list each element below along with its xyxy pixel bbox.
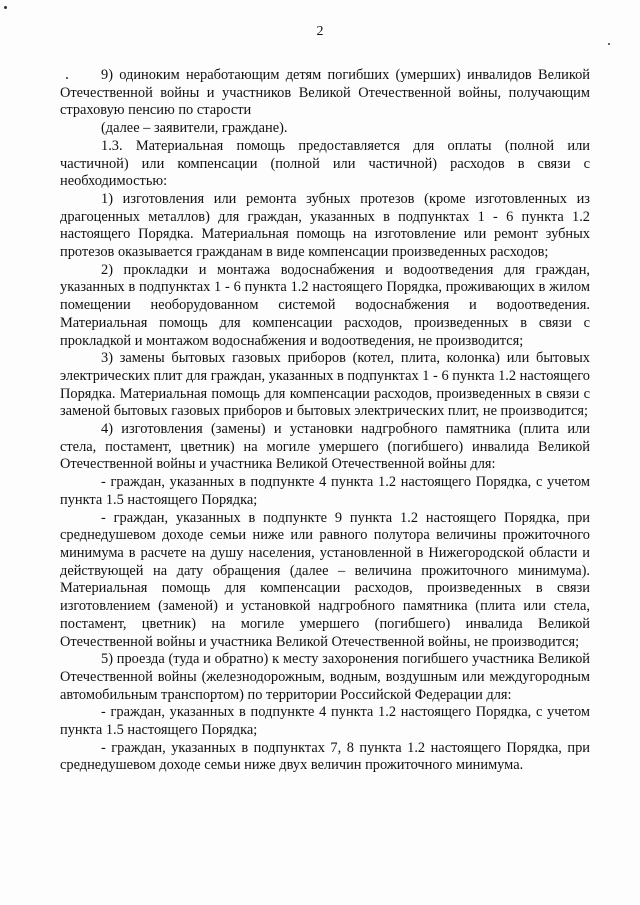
paragraph-subitem-1: 1) изготовления или ремонта зубных протезов (кроме изготовленных из драгоценных металлов) для граждан, указанных в подпунктах 1 - 6 пункта 1.2 настоящего Порядка. Материальная помощь на изготовление или ремонт зубных протезов оказывается гражданам в виде компенсации произведенных расходов; xyxy=(60,190,590,261)
paragraph-subitem-4-bullet-2: - граждан, указанных в подпункте 9 пункта 1.2 настоящего Порядка, при среднедушевом доходе семьи ниже или равного полутора величины прожиточного минимума в расчете на душу населения, установленной в Нижегородской области и действующей на дату обращения (далее – величина прожиточного минимума). Материальная помощь для компенсации расходов, произведенных в связи изготовлением (заменой) и установкой надгробного памятника (плита или стела, постамент, цветник) на могиле умершего (погибшего) инвалида Великой Отечественной войны и участника Великой Отечественной войны, не производится; xyxy=(60,509,590,650)
paragraph-item-9: 9) одиноким неработающим детям погибших (умерших) инвалидов Великой Отечественной войны и участников Великой Отечественной войны, получающим страховую пенсию по старости xyxy=(60,67,590,119)
scan-speck xyxy=(608,43,610,45)
paragraph-subitem-3: 3) замены бытовых газовых приборов (котел, плита, колонка) или бытовых электрических плит для граждан, указанных в подпунктах 1 - 6 пункта 1.2 настоящего Порядка. Материальная помощь для компенсации расходов, произведенных в связи с заменой бытовых газовых приборов и бытовых электрических плит, не производится; xyxy=(60,350,590,420)
paragraph-applicants-note: (далее – заявители, граждане). xyxy=(101,120,288,137)
paragraph-subitem-5-bullet-2: - граждан, указанных в подпунктах 7, 8 пункта 1.2 настоящего Порядка, при среднедушевом доходе семьи ниже двух величин прожиточного минимума. xyxy=(60,739,590,774)
page-number: 2 xyxy=(316,24,324,39)
document-body xyxy=(60,67,590,775)
paragraph-section-1-3: 1.3. Материальная помощь предоставляется для оплаты (полной или частичной) или компенсации (полной или частичной) расходов в связи с необходимостью: xyxy=(60,137,590,190)
paragraph-subitem-5-bullet-1: - граждан, указанных в подпункте 4 пункта 1.2 настоящего Порядка, с учетом пункта 1.5 настоящего Порядка; xyxy=(60,704,590,739)
scan-speck xyxy=(66,77,68,79)
paragraph-subitem-5: 5) проезда (туда и обратно) к месту захоронения погибшего участника Великой Отечественной войны (железнодорожным, водным, воздушным или междугородным автомобильным транспортом) по территории Российской Федерации для: xyxy=(60,651,590,703)
paragraph-subitem-4-bullet-1: - граждан, указанных в подпункте 4 пункта 1.2 настоящего Порядка, с учетом пункта 1.5 настоящего Порядка; xyxy=(60,474,590,508)
scan-speck xyxy=(4,6,7,9)
paragraph-subitem-2: 2) прокладки и монтажа водоснабжения и водоотведения для граждан, указанных в подпунктах 1 - 6 пункта 1.2 настоящего Порядка, проживающих в жилом помещении необорудованном системой водоснабжения и водоотведения. Материальная помощь для компенсации расходов, произведенных в связи с прокладкой и монтажом водоснабжения и водоотведения, не производится; xyxy=(60,261,590,349)
paragraph-subitem-4: 4) изготовления (замены) и установки надгробного памятника (плита или стела, постамент, цветник) на могиле умершего (погибшего) инвалида Великой Отечественной войны и участника Великой Отечественной войны для: xyxy=(60,421,590,473)
